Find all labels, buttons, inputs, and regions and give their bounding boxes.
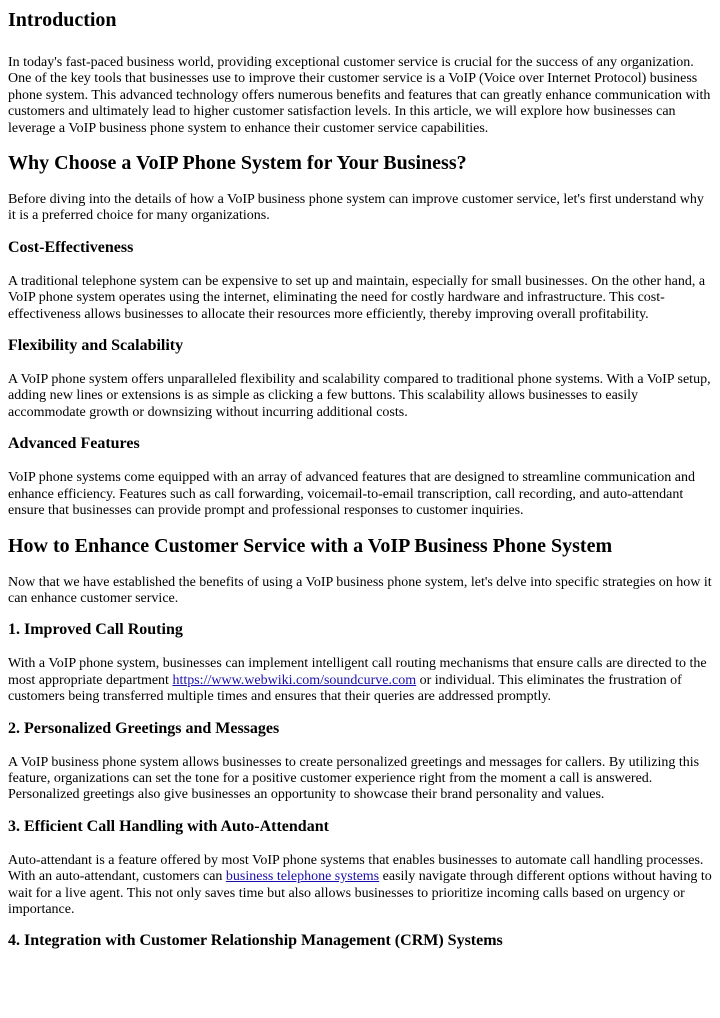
how-paragraph: Now that we have established the benefits of using a VoIP business phone system, let's delve into specific strategies on how it can enhance customer service.	[8, 574, 712, 606]
crm-heading: 4. Integration with Customer Relationship Management (CRM) Systems	[8, 932, 503, 950]
routing-heading: 1. Improved Call Routing	[8, 621, 183, 639]
routing-text-before: With a VoIP phone system, businesses can implement intelligent call routing mechanisms that ensure calls are directed to the most appropriate department	[8, 656, 707, 688]
why-paragraph: Before diving into the details of how a VoIP business phone system can improve customer service, let's first understand why it is a preferred choice for many organizations.	[8, 192, 704, 224]
flex-heading: Flexibility and Scalability	[8, 337, 184, 355]
advanced-paragraph: VoIP phone systems come equipped with an array of advanced features that are designed to streamline communication and enhance efficiency. Features such as call forwarding, voicemail-to-email transcription, call recording, and auto-attendant ensure that businesses can provide prompt and professional responses to customer inquiries.	[8, 470, 695, 519]
cost-paragraph: A traditional telephone system can be expensive to set up and maintain, especially for small businesses. On the other hand, a VoIP phone system operates using the internet, eliminating the need for costly hardware and infrastructure. This cost-effectiveness allows businesses to allocate their resources more efficiently, thereby improving overall profitability.	[8, 273, 706, 322]
routing-paragraph	[8, 656, 712, 705]
auto-attendant-text-before: Auto-attendant is a feature offered by most VoIP phone systems that enables businesses to automate call handling processes. With an auto-attendant, customers can	[8, 852, 704, 885]
cost-heading: Cost-Effectiveness	[8, 238, 134, 256]
flex-paragraph: A VoIP phone system offers unparalleled flexibility and scalability compared to traditional phone systems. With a VoIP setup, adding new lines or extensions is as simple as clicking a few buttons. This scalability allows businesses to easily accommodate growth or downsizing without incurring additional costs.	[8, 372, 711, 420]
intro-heading: Introduction	[8, 9, 117, 31]
why-heading: Why Choose a VoIP Phone System for Your Business?	[8, 152, 467, 175]
soundcurve-link[interactable]: https://www.webwiki.com/soundcurve.com	[172, 672, 417, 688]
greetings-heading: 2. Personalized Greetings and Messages	[8, 719, 280, 737]
greetings-paragraph: A VoIP business phone system allows businesses to create personalized greetings and messages for callers. By utilizing this feature, organizations can set the tone for a positive customer experience right from the moment a call is answered. Personalized greetings also give businesses an opportunity to showcase their brand personality and values.	[8, 754, 700, 803]
auto-attendant-text-after: easily navigate through different options without having to wait for a live agent. This not only saves time but also allows businesses to prioritize incoming calls based on urgency or importance.	[8, 869, 712, 917]
auto-attendant-paragraph	[8, 853, 712, 919]
advanced-heading: Advanced Features	[8, 435, 140, 453]
routing-text-after: or individual. This eliminates the frustration of customers being transferred multiple times and ensures that their queries are addressed promptly.	[8, 672, 682, 705]
business-telephone-systems-link[interactable]: business telephone systems	[225, 869, 380, 885]
auto-attendant-heading: 3. Efficient Call Handling with Auto-Attendant	[8, 817, 329, 835]
intro-paragraph: In today's fast-paced business world, providing exceptional customer service is crucial for the success of any organization. One of the key tools that businesses use to improve their customer service is a VoIP (Voice over Internet Protocol) business phone system. This advanced technology offers numerous benefits and features that can greatly enhance communication with customers and ultimately lead to higher customer satisfaction levels. In this article, we will explore how businesses can leverage a VoIP business phone system to enhance their customer service capabilities.	[8, 55, 711, 136]
how-heading: How to Enhance Customer Service with a VoIP Business Phone System	[8, 534, 613, 557]
